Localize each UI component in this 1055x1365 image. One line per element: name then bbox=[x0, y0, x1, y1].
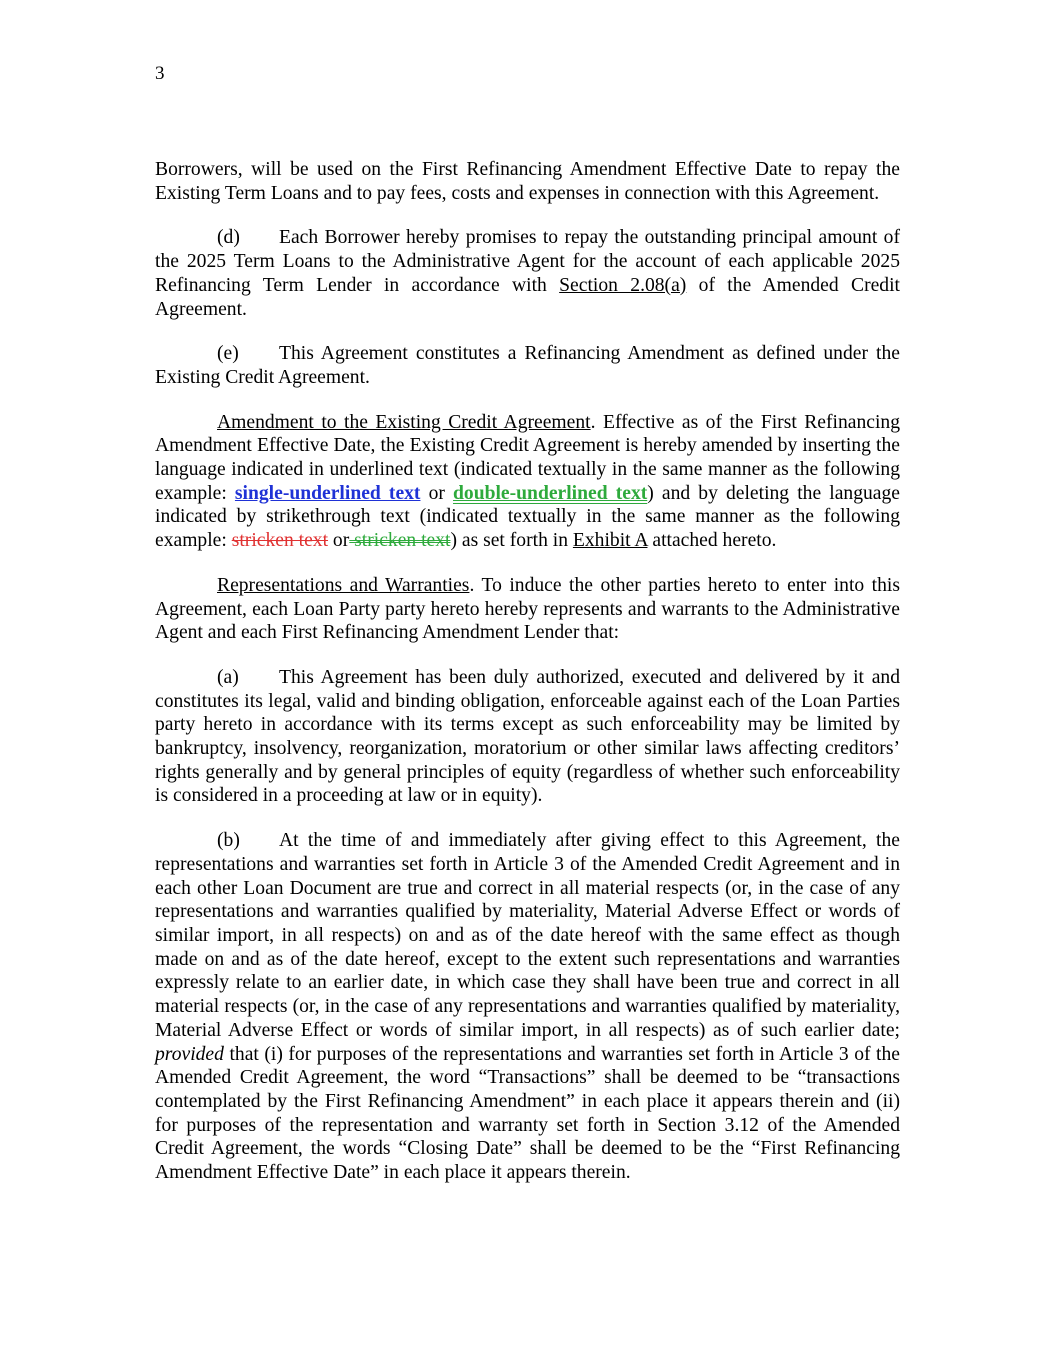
section-reference: Section 2.08(a) bbox=[559, 274, 687, 296]
paragraph-a bbox=[155, 666, 900, 808]
clause-label: (a) bbox=[217, 666, 239, 688]
paragraph-text: ) and by deleting the language indicated by strikethrough text (indicated textually in the same manner as the following example: bbox=[155, 482, 900, 552]
clause-label: (b) bbox=[217, 830, 240, 852]
page-number: 3 bbox=[155, 63, 165, 84]
paragraph-text: that (i) for purposes of the representations and warranties set forth in Article 3 of the Amended Credit Agreement, the word “Transactions” shall be deemed to be “transactions contemplated by the First Refinancing Amendment” in each place it appears therein and (ii) for purposes of the representation and warranty set forth in Section 3.12 of the Amended Credit Agreement, the words “Closing Date” shall be deemed to be the “First Refinancing Amendment Effective Date” in each place it appears therein. bbox=[155, 1043, 900, 1184]
italic-term: provided bbox=[155, 1043, 224, 1065]
paragraph-text: Each Borrower hereby promises to repay the outstanding principal amount of the 2025 Term Loans to the Administrative Agent for the account of each applicable 2025 Refinancing Term Lender in accordance with bbox=[155, 227, 900, 296]
paragraph-text: or bbox=[420, 482, 453, 504]
example-single-underlined: single-underlined text bbox=[234, 482, 421, 504]
paragraph-text: . To induce the other parties hereto to enter into this Agreement, each Loan Party party hereto hereby represents and warrants to the Administrative Agent and each First Refinancing Amendment Lender that: bbox=[155, 574, 900, 644]
paragraph-e bbox=[155, 342, 900, 389]
document-body bbox=[155, 158, 900, 1206]
example-stricken-red: stricken text bbox=[231, 530, 329, 552]
paragraph-text: attached hereto. bbox=[647, 530, 777, 552]
paragraph-text: This Agreement constitutes a Refinancing Amendment as defined under the Existing Credit Agreement. bbox=[155, 343, 900, 388]
paragraph-representations bbox=[155, 574, 900, 645]
paragraph-continuation bbox=[155, 158, 900, 205]
paragraph-amendment bbox=[155, 411, 900, 553]
paragraph-text: This Agreement has been duly authorized, executed and delivered by it and constitutes its legal, valid and binding obligation, enforceable against each of the Loan Parties party hereto in accordance with its terms except as such enforceability may be limited by bankruptcy, insolvency, reorganization, moratorium or other similar laws affecting creditors’ rights generally and by general principles of equity (regardless of whether such enforceability is considered in a proceeding at law or in equity). bbox=[155, 666, 900, 807]
clause-label: (e) bbox=[217, 343, 239, 365]
paragraph-text: or bbox=[328, 530, 350, 552]
section-heading: Representations and Warranties bbox=[217, 574, 470, 596]
paragraph-d bbox=[155, 226, 900, 321]
example-stricken-green: stricken text bbox=[349, 530, 451, 552]
paragraph-text: of the Amended Credit Agreement. bbox=[155, 274, 900, 320]
paragraph-text: Borrowers, will be used on the First Refinancing Amendment Effective Date to repay the Existing Term Loans and to pay fees, costs and expenses in connection with this Agreement. bbox=[155, 159, 900, 204]
paragraph-b bbox=[155, 829, 900, 1185]
paragraph-text: ) as set forth in bbox=[450, 530, 573, 552]
paragraph-text: . Effective as of the First Refinancing Amendment Effective Date, the Existing Credit Agreement is hereby amended by inserting the language indicated in underlined text (indicated textually in the same manner as the following example: bbox=[155, 411, 900, 504]
exhibit-reference: Exhibit A bbox=[572, 530, 648, 552]
clause-label: (d) bbox=[217, 227, 240, 249]
section-heading: Amendment to the Existing Credit Agreement bbox=[217, 411, 591, 433]
example-double-underlined: double-underlined text bbox=[453, 482, 648, 504]
paragraph-text: At the time of and immediately after giving effect to this Agreement, the representations and warranties set forth in Article 3 of the Amended Credit Agreement and in each other Loan Document are true and correct in all material respects (or, in the case of any representations and warranties qualified by materiality, Material Adverse Effect or words of similar import, in all respects) on and as of the date hereof with the same effect as though made on and as of the date hereof, except to the extent such representations and warranties expressly relate to an earlier date, in which case they shall have been true and correct in all material respects (or, in the case of any representations and warranties qualified by materiality, Material Adverse Effect or words of similar import, in all respects) as of such earlier date; bbox=[155, 830, 900, 1041]
